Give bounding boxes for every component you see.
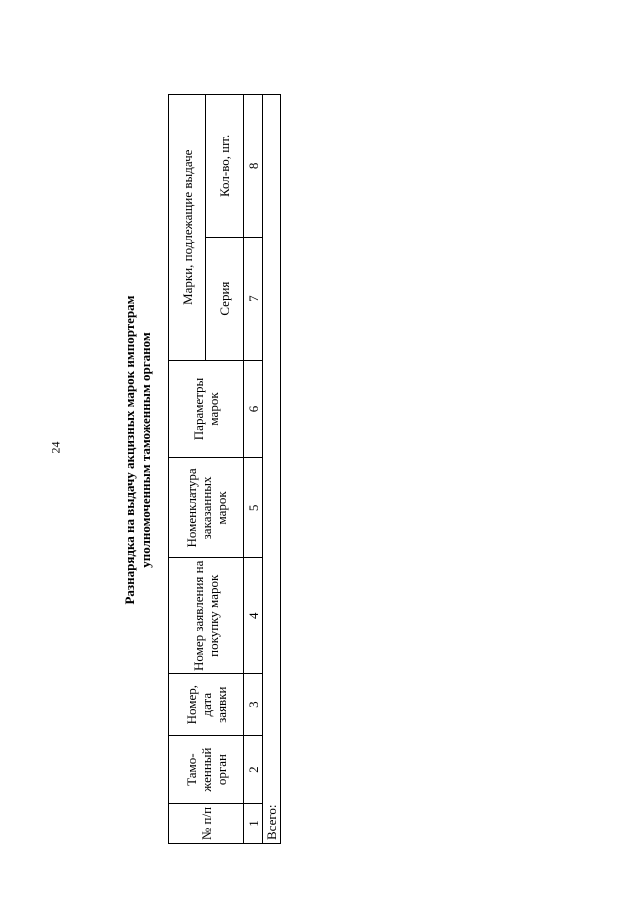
column-number: 6 — [244, 360, 263, 458]
header-stamps-to-issue: Марки, подлежащие выдаче — [169, 95, 206, 361]
column-number: 8 — [244, 95, 263, 238]
column-number: 7 — [244, 237, 263, 360]
page-number: 24 — [48, 441, 63, 454]
column-number: 4 — [244, 558, 263, 674]
column-number: 1 — [244, 804, 263, 844]
title-line-1: Разнарядка на выдачу акцизных марок импортерам — [122, 295, 137, 605]
column-number: 5 — [244, 458, 263, 558]
header-application-number: Номер заявления на покупку марок — [169, 558, 244, 674]
header-series: Серия — [206, 237, 244, 360]
header-stamp-nomenclature: Номенклатура заказанных марок — [169, 458, 244, 558]
column-number: 2 — [244, 736, 263, 804]
document-title — [122, 0, 154, 900]
header-stamp-parameters: Параметры марок — [169, 360, 244, 458]
header-request-number-date: Номер, дата заявки — [169, 674, 244, 736]
title-line-2: уполномоченным таможенным органом — [138, 332, 153, 568]
header-number: № п/п — [169, 804, 244, 844]
total-row — [263, 95, 281, 844]
header-quantity: Кол-во, шт. — [206, 95, 244, 238]
total-label: Всего: — [263, 95, 281, 844]
header-customs-body: Тамо-женный орган — [169, 736, 244, 804]
header-row-top — [169, 95, 206, 844]
column-number: 3 — [244, 674, 263, 736]
column-number-row — [244, 95, 263, 844]
allocation-table — [168, 94, 281, 844]
